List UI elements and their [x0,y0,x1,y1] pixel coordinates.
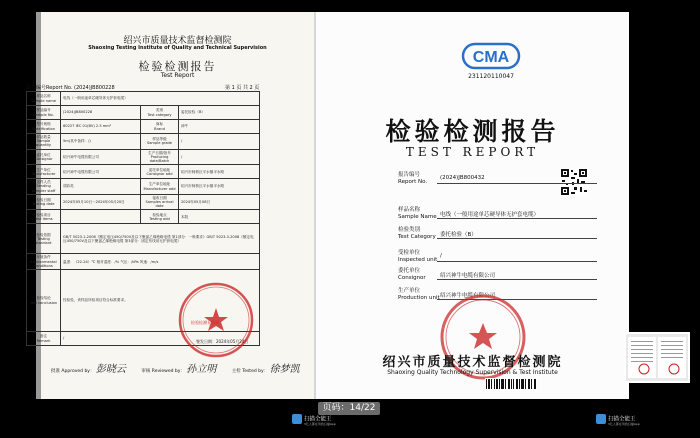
row-value: 胡彩英 [61,179,141,195]
label-en: Sample quantity [36,139,51,148]
label-cn: 检验日期 [36,197,51,202]
right-org-en: Shaoxing Quality Technology Supervision & Test Institute [387,369,558,376]
signature-row [51,360,301,375]
row-value [61,210,141,224]
row-value: / [61,332,260,346]
footer-logo-right [596,414,640,426]
stamp-text: 检验检测专用章 [191,320,219,325]
row-value: 电线（一般用途单芯硬导体无护套电缆） [61,92,260,106]
label-cn: 商标 [155,122,164,127]
label-en: Manufacturer [31,171,56,176]
row-label-2 [141,210,179,224]
row-label-2 [141,134,179,150]
row-label [27,254,61,270]
page-thumbnail[interactable] [624,332,690,383]
field-label-en: Consignor [398,275,426,281]
thumbnail-preview-icon [626,334,688,381]
label-en: Consignor add [146,171,173,176]
label-cn: 样品等级 [152,137,167,142]
label-cn: 接收日期 [152,195,167,200]
right-org-cn: 绍兴市质量技术监督检测院 [382,355,563,370]
table-row [27,210,260,224]
row-value-2: 绍兴市柯桥区平水镇平水路 [179,165,260,179]
label-cn: 生产日期/批号 [148,150,171,155]
label-en: Sample name [31,98,56,103]
report-title-cn: 检验检测报告 [385,117,560,146]
field-underline [437,183,597,184]
field-underline [437,261,597,262]
label-en: Sample No. [33,112,54,117]
table-row [27,106,260,120]
approved-label: 批准 Approved by： [51,369,95,374]
camscanner-icon-right [596,414,606,424]
table-row [27,254,260,270]
field-underline [437,238,597,239]
reviewed-label: 审核 Reviewed by： [141,369,185,374]
label-cn: 型号规格 [36,122,51,127]
label-cn: 送样人员 [36,180,51,185]
footer-sub-right: 3亿人都在用的扫描App [608,422,640,426]
label-en: Manufacturer add [143,186,176,191]
table-row [27,134,260,150]
label-cn: 类别 [155,108,164,113]
row-label [27,179,61,195]
row-value-2: 2024年05月08日 [179,194,260,210]
footer-sub-left: 3亿人都在用的扫描App [304,422,336,426]
row-value-2: 委托检验（B） [179,106,260,120]
row-value-2: / [179,134,260,150]
label-en: Consignor [34,156,53,161]
row-label [27,270,61,332]
row-label [27,194,61,210]
label-en: Sample grade [146,141,173,146]
left-org-en: Shaoxing Testing Institute of Quality and Technical Supervision [88,45,267,51]
field-label-cn: 检验类别 [398,227,421,233]
barcode-icon [485,378,537,390]
left-page-info: 第 1 页 共 2 页 [225,85,260,91]
left-report-no: 报告编号Report No. (2024)JB800228 [26,85,115,91]
label-en: Brand [154,126,165,131]
label-cn: 委托单位地址 [148,167,171,172]
row-label-2 [141,165,179,179]
row-label-2 [141,106,179,120]
field-label [398,268,426,282]
label-cn: 生产单位 [36,167,51,172]
table-row [27,165,260,179]
label-cn: 检验依据 [36,232,51,237]
row-value: 绍兴神牛电缆有限公司 [61,149,141,165]
field-label-en: Report No. [398,179,428,185]
field-underline [437,279,597,280]
label-cn: 生产单位地址 [148,182,171,187]
tested-label: 主检 Tested by： [231,369,269,374]
label-cn: 样品名称 [36,94,51,99]
field-underline [437,218,597,219]
row-value-2: / [179,149,260,165]
row-label-2 [141,120,179,134]
field-label-cn: 报告编号 [398,172,421,178]
reviewed-signature: 孙立明 [186,364,217,375]
cma-logo-icon [461,40,521,72]
field-value: (2024)JB800432 [440,175,485,181]
label-en: Producing date/Batch [149,154,170,164]
issue-date: 签发日期：2024年05月24日 [196,339,249,344]
field-label-cn: 生产单位 [398,288,421,294]
label-en: Environmental conditions [30,259,57,268]
row-value: (2024)JB800228 [61,106,141,120]
field-value: 绍兴神牛电缆有限公司 [440,293,496,299]
row-label [27,92,61,106]
label-cn: 委托单位 [36,152,51,157]
table-row [27,194,260,210]
page-indicator: 页码：14/22 [318,402,380,415]
footer-brand-left: 扫描全能王 [304,416,332,423]
footer-logo-left [292,414,336,426]
label-en: Sending sampler staff [31,184,56,193]
label-en: Specification [31,126,56,131]
label-en: Test conclusion [29,300,58,305]
label-cn: 检验地点 [152,212,167,217]
row-value-2: 神牛 [179,120,260,134]
left-org-cn: 绍兴市质量技术监督检测院 [123,36,232,46]
field-value: 绍兴神牛电缆有限公司 [440,273,496,279]
report-title-en: TEST REPORT [405,145,540,159]
table-row [27,224,260,254]
left-report-title-en: Test Report [160,72,195,79]
row-label-2 [141,149,179,165]
row-value-2: 绍兴市柯桥区平水镇平水路 [179,179,260,195]
label-en: Testing standard [35,236,52,246]
row-value: 温度：（22-24）℃ 相对湿度：/% 气压：/kPa 风速：/m/s [61,254,260,270]
field-label-cn: 受检单位 [398,250,421,256]
row-value-2: 本院 [179,210,260,224]
label-en: Test category [147,112,172,117]
table-row [27,149,260,165]
row-value: 5m(其中备样：/) [61,134,141,150]
field-label [398,288,440,302]
field-label [398,227,436,241]
row-label-2 [141,194,179,210]
label-cn: 环境条件 [36,255,51,260]
label-cn: 备注 [39,334,48,339]
field-label [398,207,437,221]
table-row [27,179,260,195]
row-label [27,332,61,346]
label-cn: 样品数量 [36,135,51,139]
report-page-left [26,12,314,399]
row-value: 2024年05月10日～2024年05月20日 [61,194,141,210]
row-label [27,224,61,254]
label-en: Samples arrival date [145,200,174,209]
label-cn: 样品编号 [36,108,51,113]
left-report-title-cn: 检验检测报告 [138,60,217,73]
field-value: 委托检验（B） [440,232,477,238]
field-value: 电线（一般用途单芯硬导体无护套电缆） [440,212,540,218]
field-value: / [440,253,442,259]
row-label [27,106,61,120]
camscanner-icon [292,414,302,424]
field-label [398,172,427,186]
field-label-en: Inspected unit [398,257,438,263]
field-label [398,250,437,264]
footer-brand-right: 扫描全能王 [608,416,636,423]
field-label-cn: 委托单位 [398,268,421,274]
qr-code-icon [560,168,588,196]
row-label [27,210,61,224]
label-cn: 检验项目 [36,212,51,217]
field-label-en: Test Category [398,234,436,240]
label-en: Test items [34,216,53,221]
row-label-2 [141,179,179,195]
field-label-cn: 样品名称 [398,207,421,213]
field-label-en: Sample Name [398,214,437,220]
approved-signature: 彭晓云 [95,364,126,375]
table-row [27,92,260,106]
label-en: Testing date [32,202,55,207]
row-value: 绍兴神牛电缆有限公司 [61,165,141,179]
cma-label: CMA [472,49,510,66]
field-label-en: Production unit [398,295,440,301]
row-label [27,149,61,165]
cma-number: 231120110047 [468,73,514,80]
row-value: GB/T 5023.1-2008《额定电压450/750V及以下聚氯乙烯绝缘电缆 第1部分：一般要求》GB/T 5023.3-2008《额定电压450/750V及以下聚氯乙烯绝缘电缆 第3部分：固定布线用无护套电缆》 [61,224,260,254]
tested-signature: 徐梦凯 [269,364,300,375]
row-label [27,165,61,179]
row-value: 60227 IEC 01(BV) 2.5 mm² [61,120,141,134]
label-en: Remark [36,338,51,343]
row-label [27,134,61,150]
row-label [27,120,61,134]
table-row [27,120,260,134]
label-cn: 检验结论 [36,296,51,301]
row-value: 经检验，该样品所检项目符合标准要求。 [61,270,260,332]
label-en: Testing add [149,216,170,221]
